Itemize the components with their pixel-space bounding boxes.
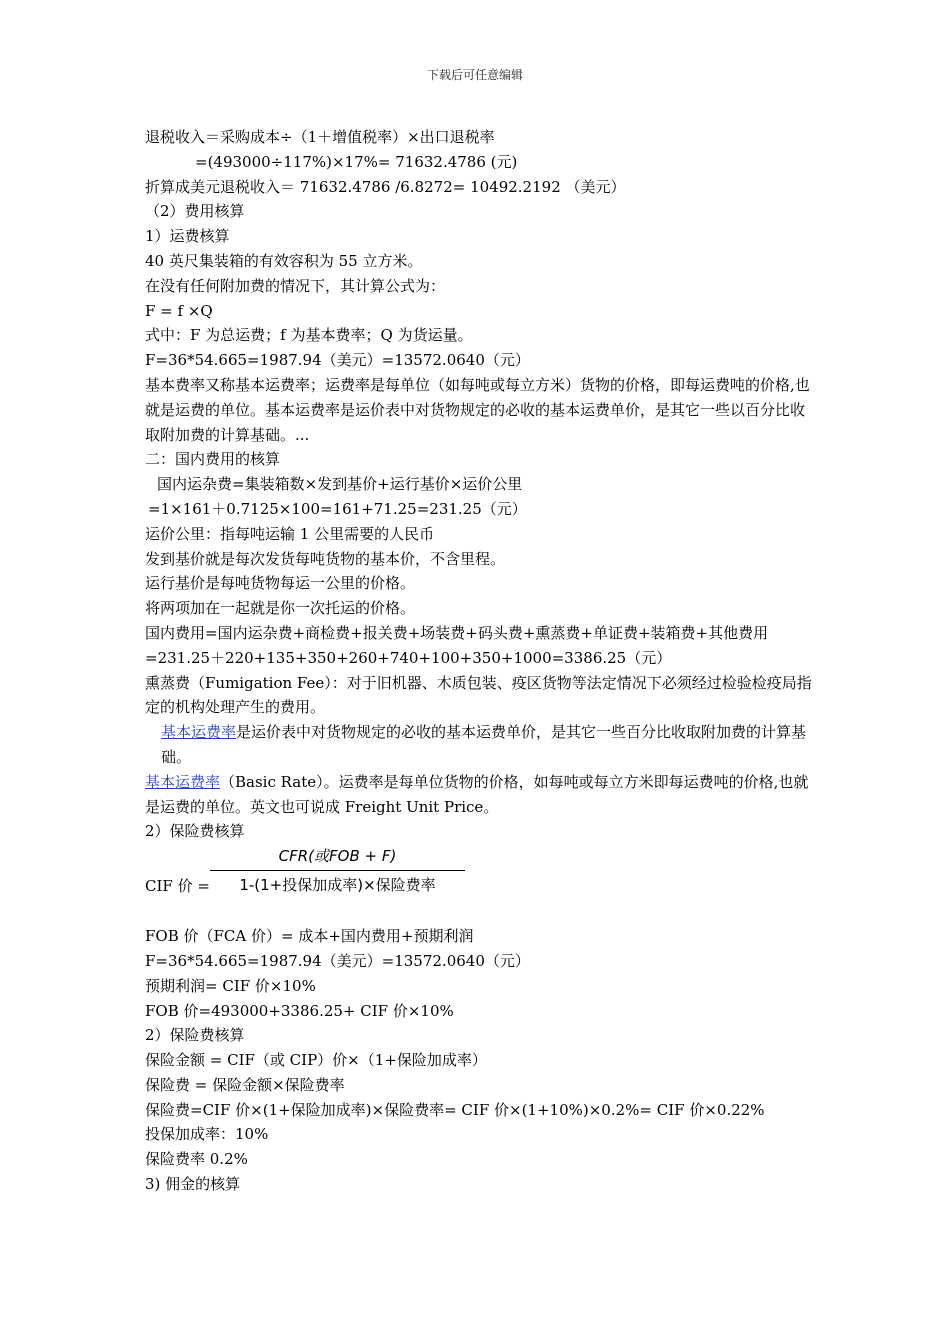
page-header: 下载后可任意编辑 xyxy=(426,68,523,82)
text-line: 运价公里：指每吨运输 1 公里需要的人民币 xyxy=(145,524,435,543)
subsection-heading: 3) 佣金的核算 xyxy=(145,1175,241,1194)
formula-fraction xyxy=(210,844,465,897)
text-line: 运行基价是每吨货物每运一公里的价格。 xyxy=(145,574,416,593)
formula-numerator: CFR(或FOB + F) xyxy=(278,847,397,866)
text-line: =1×161＋0.7125×100=161+71.25=231.25（元） xyxy=(148,499,527,518)
spacer xyxy=(145,912,813,924)
text-line: 国内费用=国内运杂费+商检费+报关费+场装费+码头费+熏蒸费+单证费+装箱费+其他费用 xyxy=(145,623,769,642)
text-line: 将两项加在一起就是你一次托运的价格。 xyxy=(145,599,416,618)
text-line: 投保加成率：10% xyxy=(145,1125,269,1144)
paragraph-text: 是运价表中对货物规定的必收的基本运费单价，是其它一些百分比收取附加费的计算基础。 xyxy=(161,723,807,766)
text-line: 折算成美元退税收入＝ 71632.4786 /6.8272= 10492.2192 （美元） xyxy=(145,177,626,196)
subsection-heading: 2）保险费核算 xyxy=(145,822,245,841)
section-heading: 二：国内费用的核算 xyxy=(145,450,281,469)
paragraph-text: （Basic Rate）。运费率是每单位货物的价格，如每吨或每立方米即每运费吨的价格,也就是运费的单位。英文也可说成 Freight Unit Price。 xyxy=(145,772,809,816)
basic-rate-link[interactable]: 基本运费率 xyxy=(161,723,237,742)
text-line: =(493000÷117%)×17%= 71632.4786 (元) xyxy=(195,152,518,171)
text-line: 发到基价就是每次发货每吨货物的基本价，不含里程。 xyxy=(145,549,506,568)
text-line: FOB 价（FCA 价）= 成本+国内费用+预期利润 xyxy=(145,927,474,946)
text-line: F=36*54.665=1987.94（美元）=13572.0640（元） xyxy=(145,951,530,970)
text-line: =231.25＋220+135+350+260+740+100+350+1000=3386.25（元） xyxy=(145,648,672,667)
text-line: 式中：F 为总运费；f 为基本费率；Q 为货运量。 xyxy=(145,326,473,345)
basic-rate-link[interactable]: 基本运费率 xyxy=(145,772,221,791)
formula-label: CIF 价 = xyxy=(145,877,210,896)
paragraph-basic-rate-2 xyxy=(145,770,813,820)
text-line: 在没有任何附加费的情况下，其计算公式为： xyxy=(145,276,446,295)
text-line: F=36*54.665=1987.94（美元）=13572.0640（元） xyxy=(145,351,530,370)
subsection-heading: 2）保险费核算 xyxy=(145,1026,245,1045)
paragraph-fumigation-fee: 熏蒸费（Fumigation Fee）：对于旧机器、木质包装、疫区货物等法定情况下必须经过检验检疫局指定的机构处理产生的费用。 xyxy=(145,673,812,717)
text-line: 40 英尺集装箱的有效容积为 55 立方米。 xyxy=(145,251,423,270)
text-line: 保险费=CIF 价×(1+保险加成率)×保险费率= CIF 价×(1+10%)×0.2%= CIF 价×0.22% xyxy=(145,1100,765,1119)
cif-formula xyxy=(145,844,813,912)
text-line: 国内运杂费=集装箱数×发到基价+运行基价×运价公里 xyxy=(157,475,523,494)
document-body xyxy=(145,125,813,1197)
text-line: 保险费 = 保险金额×保险费率 xyxy=(145,1075,345,1094)
formula-denominator: 1-(1+投保加成率)×保险费率 xyxy=(239,876,436,895)
section-heading: （2）费用核算 xyxy=(145,202,245,221)
subsection-heading: 1）运费核算 xyxy=(145,227,230,246)
text-line: 退税收入＝采购成本÷（1＋增值税率）×出口退税率 xyxy=(145,128,495,146)
text-line: 保险费率 0.2% xyxy=(145,1150,248,1169)
formula-line: F = f ×Q xyxy=(145,301,213,320)
paragraph-basic-rate-1 xyxy=(145,720,813,770)
fraction-bar xyxy=(210,870,465,871)
text-line: 保险金额 = CIF（或 CIP）价×（1+保险加成率） xyxy=(145,1051,487,1070)
text-line: 预期利润= CIF 价×10% xyxy=(145,976,316,995)
paragraph-basic-rate-definition: 基本费率又称基本运费率；运费率是每单位（如每吨或每立方米）货物的价格，即每运费吨的价格,也就是运费的单位。基本运费率是运价表中对货物规定的必收的基本运费单价，是其它一些以百分比收取附加费的计算基础。... xyxy=(145,375,810,444)
text-line: FOB 价=493000+3386.25+ CIF 价×10% xyxy=(145,1001,454,1020)
